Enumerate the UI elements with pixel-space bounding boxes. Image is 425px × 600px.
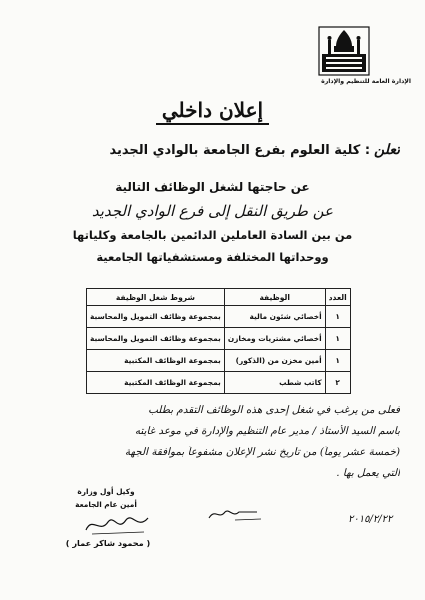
signature-scribble-icon	[78, 508, 158, 538]
row-title: أخصائي شئون مالية	[224, 306, 325, 328]
university-logo-icon	[318, 26, 370, 76]
org-name: الإدارة العامة للتنظيم والإدارة	[321, 78, 411, 85]
row-title: أمين مخزن من (الذكور)	[224, 350, 325, 372]
row-title: كاتب شطب	[224, 372, 325, 394]
row-conditions: بمجموعة الوظائف المكتبية	[87, 350, 225, 372]
row-conditions: بمجموعة وظائف التمويل والمحاسبة	[87, 306, 225, 328]
content-line-4: ووحداتها المختلفة ومستشفياتها الجامعية	[96, 250, 329, 264]
announcement-body: : كلية العلوم بفرع الجامعة بالوادي الجديد	[109, 143, 371, 158]
signer-name: ( محمود شاكر عمار )	[65, 538, 151, 548]
handwritten-date: ٢٠١٥/٢/٢٢	[348, 514, 393, 525]
title-wrap	[0, 98, 425, 125]
table-row	[87, 306, 351, 328]
row-num: ١	[325, 350, 350, 372]
secretary-general-title: أمين عام الجامعة	[75, 500, 137, 509]
initials-scribble-icon	[205, 504, 265, 524]
header-num: العدد	[325, 289, 350, 306]
content-line-2: عن طريق النقل إلى فرع الوادي الجديد	[91, 202, 334, 220]
header-conditions: شروط شغل الوظيفة	[87, 289, 225, 306]
content-line-1: عن حاجتها لشغل الوظائف التالية	[115, 180, 310, 194]
header-title: الوظيفة	[224, 289, 325, 306]
row-conditions: بمجموعة الوظائف المكتبية	[87, 372, 225, 394]
table-row	[87, 328, 351, 350]
table-header-row	[87, 289, 351, 306]
paragraph-line-2: باسم السيد الأستاذ / مدير عام التنظيم والإدارة في موعد غايته	[134, 425, 400, 437]
row-conditions: بمجموعة وظائف التمويل والمحاسبة	[87, 328, 225, 350]
table-row	[87, 372, 351, 394]
jobs-table	[86, 288, 351, 394]
content-line-3: من بين السادة العاملين الدائمين بالجامعة وكلياتها	[72, 228, 353, 242]
page-title: إعلان داخلي	[156, 98, 269, 125]
announcement-line	[30, 142, 400, 158]
row-num: ١	[325, 306, 350, 328]
deputy-title: وكيل أول وزارة	[77, 487, 135, 496]
row-title: أخصائي مشتريات ومخازن	[224, 328, 325, 350]
paragraph-line-4: التي يعمل بها .	[336, 467, 400, 479]
paragraph-line-3: (خمسة عشر يوماً) من تاريخ نشر الإعلان مشفوعاً بموافقة الجهة	[124, 446, 400, 458]
announcement-verb: تعلن	[374, 142, 400, 158]
paragraph-line-1: فعلى من يرغب في شغل إحدى هذه الوظائف التقدم بطلب	[148, 404, 400, 416]
table-row	[87, 350, 351, 372]
row-num: ١	[325, 328, 350, 350]
row-num: ٢	[325, 372, 350, 394]
